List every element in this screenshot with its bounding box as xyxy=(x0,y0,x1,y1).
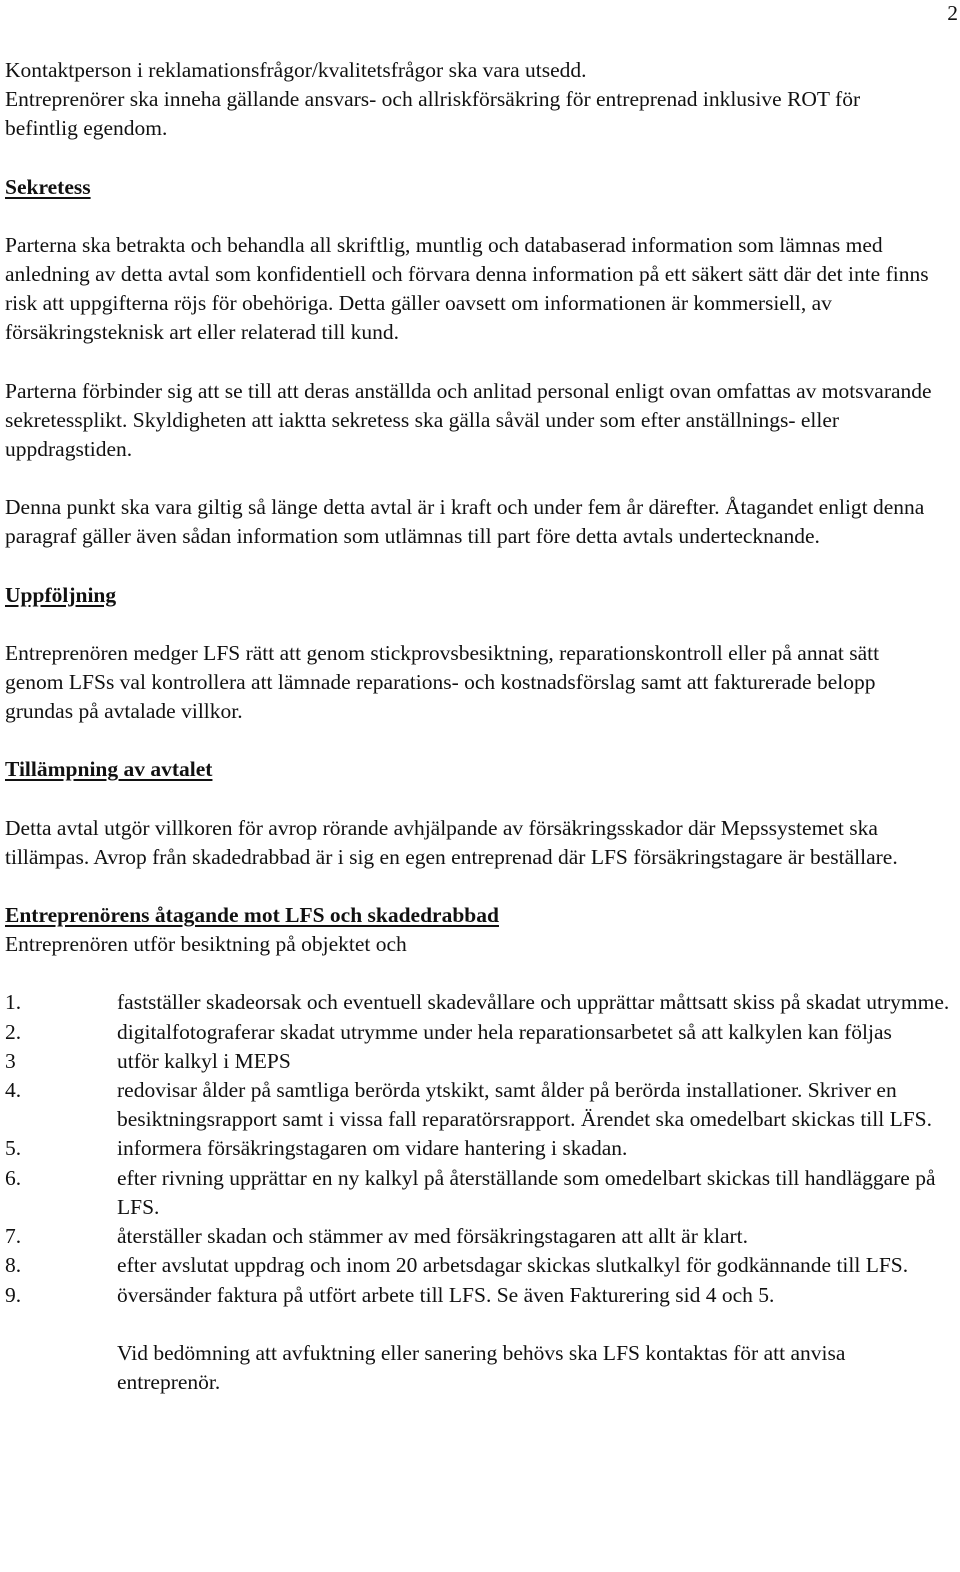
step-number: 3 xyxy=(5,1048,16,1073)
sekretess-paragraph-3: Denna punkt ska vara giltig så länge detta avtal är i kraft och under fem år därefter. Åtagandet enligt denna paragraf gäller även sådan information som utlämnas till part före detta avtals undertecknande. xyxy=(5,495,925,549)
list-item xyxy=(5,988,960,1017)
list-item xyxy=(5,1076,960,1134)
list-item xyxy=(5,1281,960,1310)
step-text: utför kalkyl i MEPS xyxy=(117,1048,291,1073)
step-text: översänder faktura på utfört arbete till LFS. Se även Fakturering sid 4 och 5. xyxy=(117,1282,775,1307)
uppfoljning-paragraph: Entreprenören medger LFS rätt att genom stickprovsbesiktning, reparationskontroll eller på annat sätt genom LFSs val kontrollera att lämnade reparations- och kostnadsförslag samt att fakturerade belopp grundas på avtalade villkor. xyxy=(5,640,880,724)
step-number: 2. xyxy=(5,1019,22,1044)
step-text: efter rivning upprättar en ny kalkyl på återställande som omedelbart skickas till handläggare på LFS. xyxy=(117,1165,936,1219)
step-text: redovisar ålder på samtliga berörda ytskikt, samt ålder på berörda installationer. Skriver en besiktningsrapport samt i vissa fall reparatörsrapport. Ärendet ska omedelbart skickas till LFS. xyxy=(117,1078,933,1132)
step-text: återställer skadan och stämmer av med försäkringstagaren att allt är klart. xyxy=(117,1224,749,1249)
atagande-intro: Entreprenören utför besiktning på objektet och xyxy=(5,932,407,957)
heading-sekretess: Sekretess xyxy=(5,174,91,199)
step-text: digitalfotograferar skadat utrymme under hela reparationsarbetet så att kalkylen kan följas xyxy=(117,1019,892,1044)
step-text: efter avslutat uppdrag och inom 20 arbetsdagar skickas slutkalkyl för godkännande till LFS. xyxy=(117,1253,909,1278)
intro-insurance-text: Entreprenörer ska inneha gällande ansvars- och allriskförsäkring för entreprenad inklusive ROT för befintlig egendom. xyxy=(5,87,861,141)
atagande-note: Vid bedömning att avfuktning eller sanering behövs ska LFS kontaktas för att anvisa entreprenör. xyxy=(117,1340,846,1394)
sekretess-paragraph-2: Parterna förbinder sig att se till att deras anställda och anlitad personal enligt ovan omfattas av motsvarande sekretessplikt. Skyldigheten att iaktta sekretess ska gälla såväl under som efter anställnings- eller uppdragstiden. xyxy=(5,378,932,462)
step-text: informera försäkringstagaren om vidare hantering i skadan. xyxy=(117,1136,628,1161)
step-number: 4. xyxy=(5,1078,22,1103)
list-item xyxy=(5,1047,960,1076)
page-number: 2 xyxy=(947,1,958,25)
list-item xyxy=(5,1018,960,1047)
sekretess-paragraph-1: Parterna ska betrakta och behandla all skriftlig, muntlig och databaserad information som lämnas med anledning av detta avtal som konfidentiell och förvara denna information på ett säkert sätt där det inte finns risk att uppgifterna röjs för obehöriga. Detta gäller oavsett om informationen är kommersiell, av försäkringsteknisk art eller relaterad till kund. xyxy=(5,232,929,345)
tillampning-paragraph: Detta avtal utgör villkoren för avrop rörande avhjälpande av försäkringsskador där Mepssystemet ska tillämpas. Avrop från skadedrabbad är i sig en egen entreprenad där LFS försäkringstagare är beställare. xyxy=(5,815,898,869)
heading-uppfoljning: Uppföljning xyxy=(5,582,117,607)
list-item xyxy=(5,1251,960,1280)
step-number: 8. xyxy=(5,1253,22,1278)
step-number: 9. xyxy=(5,1282,22,1307)
step-number: 7. xyxy=(5,1224,22,1249)
list-item xyxy=(5,1134,960,1163)
list-item xyxy=(5,1222,960,1251)
list-item xyxy=(5,1164,960,1222)
step-number: 6. xyxy=(5,1165,22,1190)
heading-tillampning: Tillämpning av avtalet xyxy=(5,757,213,782)
step-number: 5. xyxy=(5,1136,22,1161)
step-number: 1. xyxy=(5,990,22,1015)
heading-atagande: Entreprenörens åtagande mot LFS och skadedrabbad xyxy=(5,903,499,928)
document-body xyxy=(5,56,960,1397)
step-text: fastställer skadeorsak och eventuell skadevållare och upprättar måttsatt skiss på skadat utrymme. xyxy=(117,990,950,1015)
atagande-steps-list xyxy=(5,988,960,1309)
intro-contact-text: Kontaktperson i reklamationsfrågor/kvalitetsfrågor ska vara utsedd. xyxy=(5,58,587,82)
